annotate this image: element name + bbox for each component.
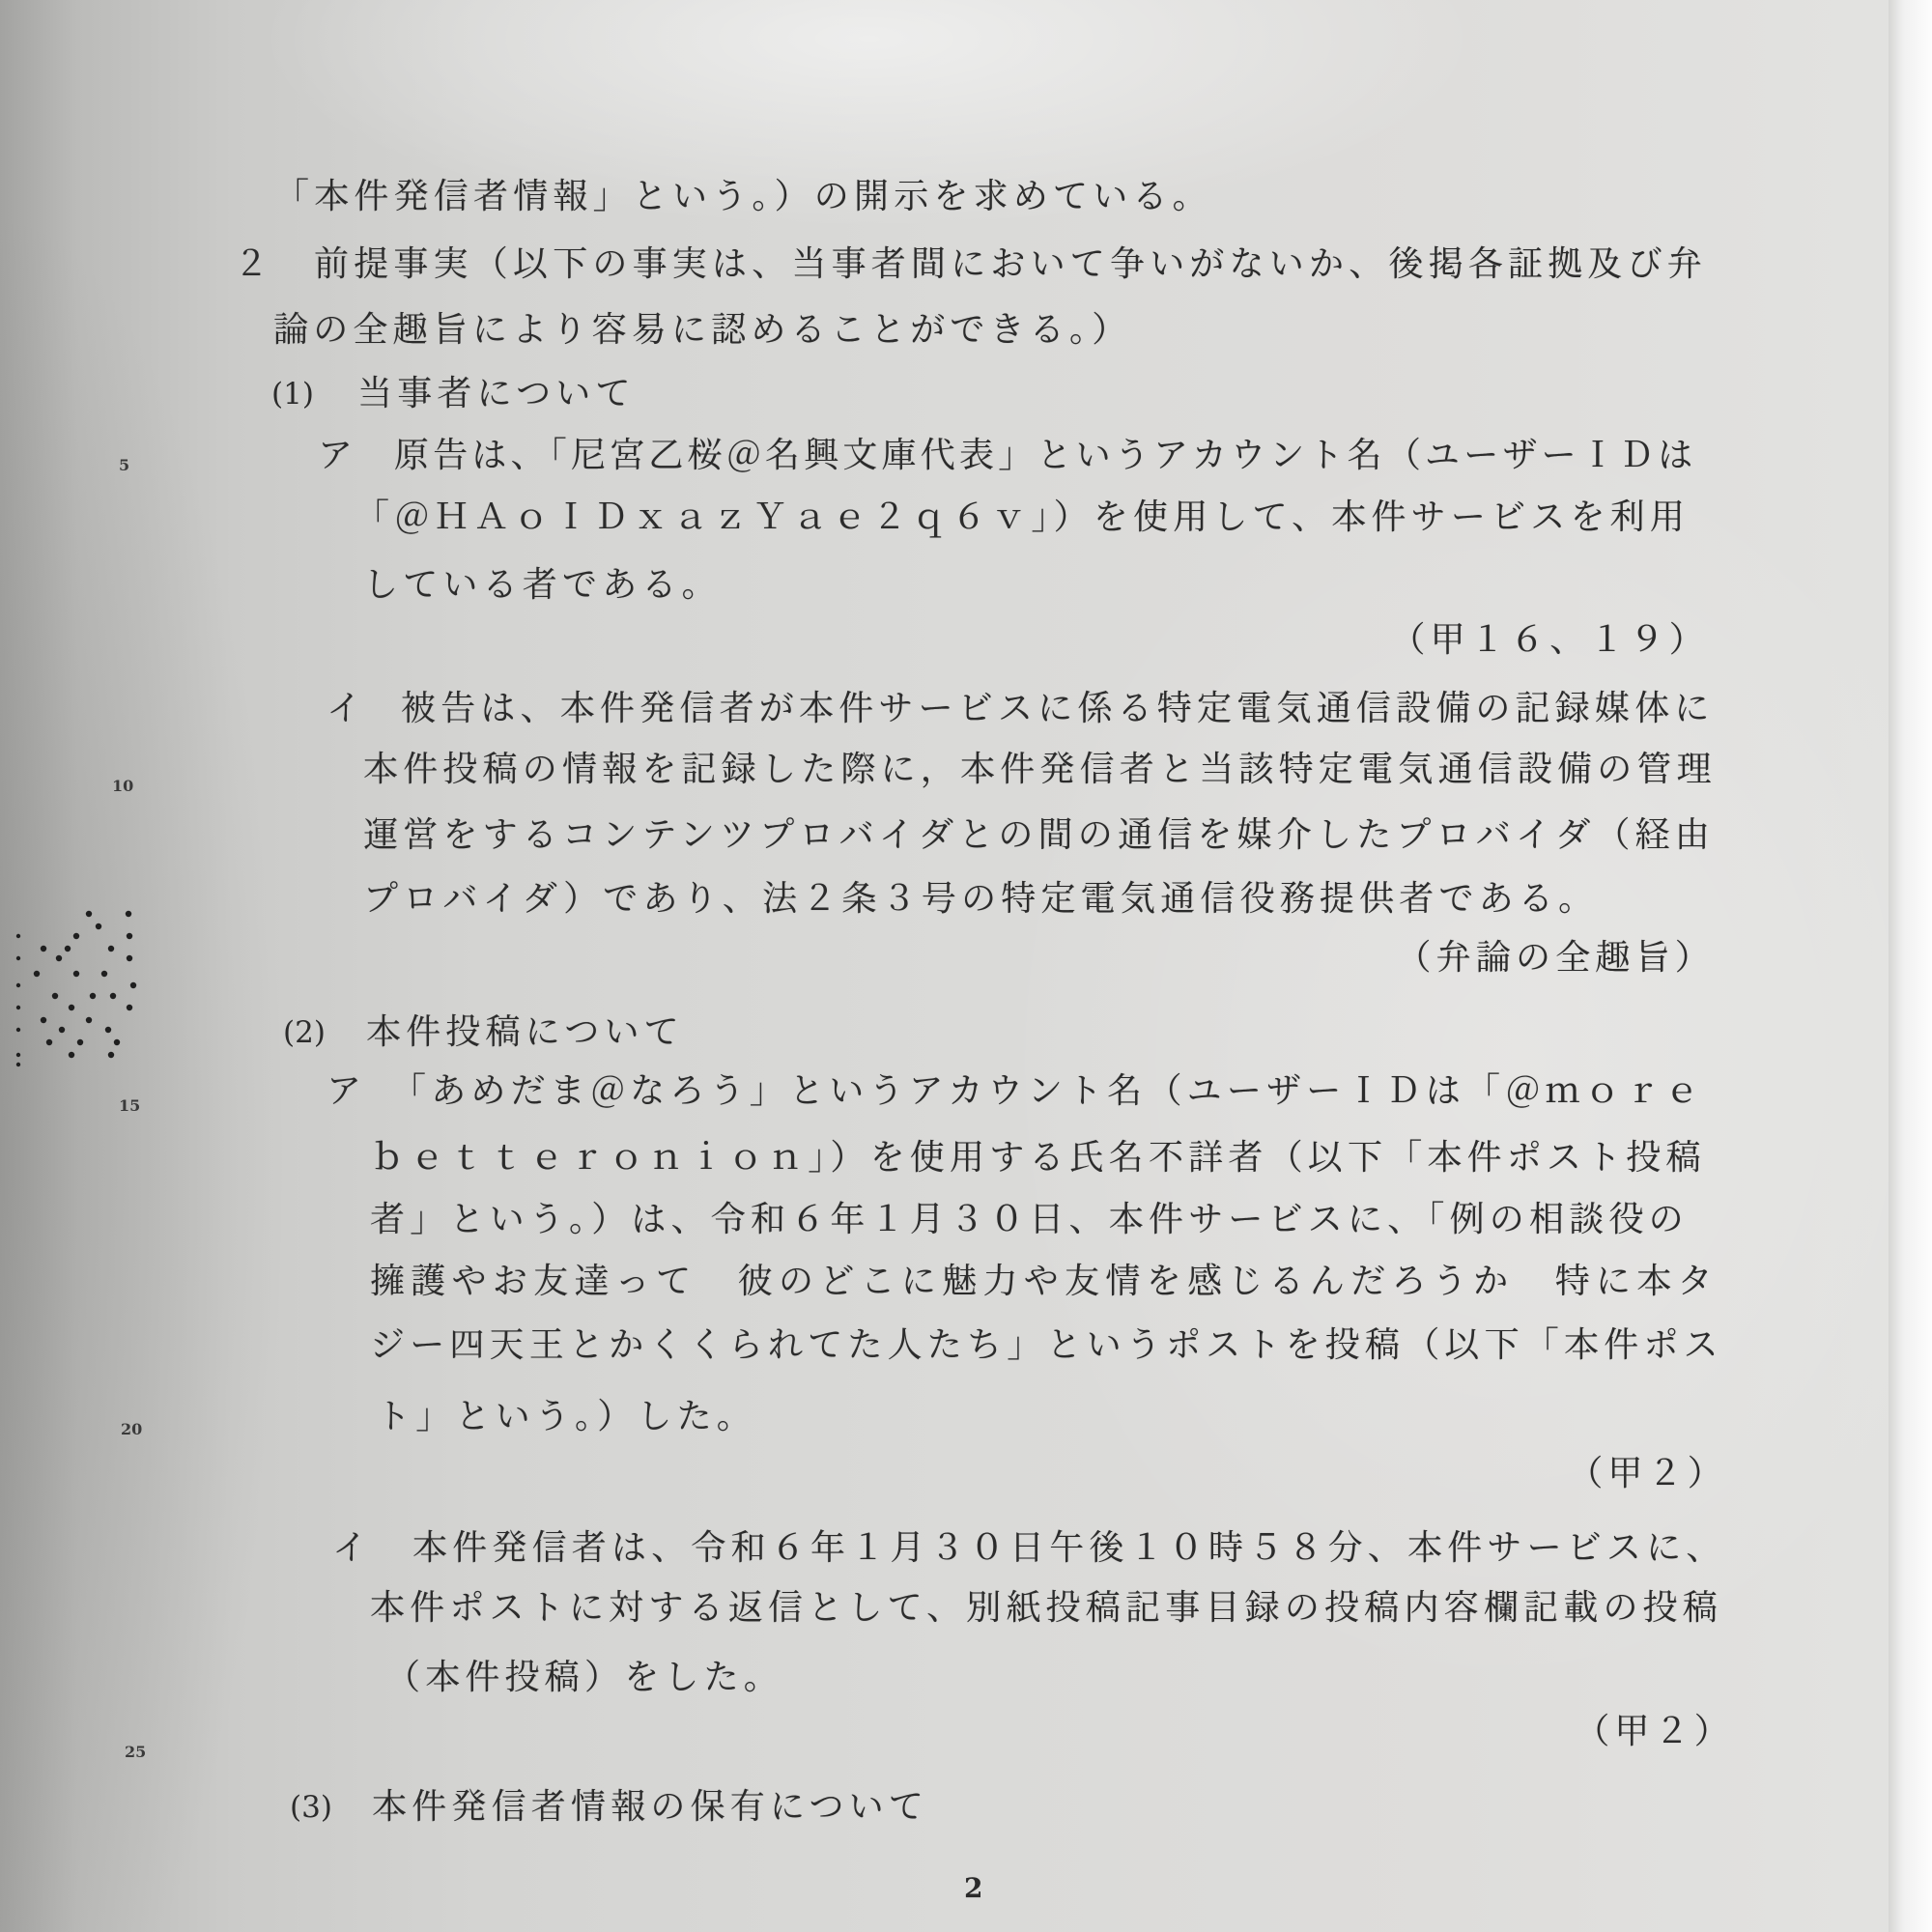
perforation-dot: [86, 911, 92, 917]
perforation-dot: [108, 946, 114, 952]
citation: （弁論の全趣旨）: [1396, 938, 1715, 978]
continuation-line: 「本件発信者情報」という。）の開示を求めている。: [274, 177, 1212, 216]
perforation-dot: [34, 971, 40, 977]
item-text-line: 原告は、「尼宮乙桜＠名興文庫代表」というアカウント名（ユーザーＩＤは: [394, 436, 1697, 475]
perforation-dot: [130, 982, 136, 988]
subsection-label: (3): [290, 1790, 332, 1825]
item-text-line: 「＠ＨＡｏＩＤｘａｚＹａｅ２ｑ６ｖ」）を使用して、本件サービスを利用: [355, 497, 1690, 537]
item-text-line: している者である。: [363, 565, 722, 605]
perforation-dot: [16, 956, 20, 960]
item-text-line: 本件投稿の情報を記録した際に，本件発信者と当該特定電気通信設備の管理: [363, 750, 1717, 789]
section-heading-line: 前提事実（以下の事実は、当事者間において争いがないか、後掲各証拠及び弁: [314, 244, 1708, 284]
item-marker: イ: [327, 689, 367, 728]
item-marker: イ: [332, 1528, 373, 1568]
perforation-dot: [56, 955, 62, 961]
citation: （甲１６、１９）: [1390, 620, 1709, 660]
perforation-dot: [16, 934, 20, 938]
perforation-dot: [127, 1005, 132, 1010]
subsection-title: 本件発信者情報の保有について: [372, 1787, 929, 1827]
perforation-dot: [73, 933, 79, 939]
item-text-line: ｂｅｔｔｅｒｏｎｉｏｎ」）を使用する氏名不詳者（以下「本件ポスト投稿: [370, 1138, 1706, 1178]
perforation-dot: [16, 1053, 20, 1057]
perforation-dot: [105, 1027, 111, 1033]
perforation-dot: [16, 983, 20, 987]
line-number: 5: [119, 456, 130, 474]
citation: （甲２）: [1568, 1454, 1727, 1493]
subsection-label: (1): [271, 377, 314, 412]
perforation-dot: [127, 933, 132, 939]
subsection-title: 本件投稿について: [366, 1012, 684, 1052]
perforation-dot: [101, 971, 107, 977]
perforation-dot: [16, 1006, 20, 1009]
item-text-line: 擁護やお友達って 彼のどこに魅力や友情を感じるんだろうか 特に本タ: [370, 1262, 1719, 1301]
perforation-dot: [65, 946, 71, 952]
perforation-dot: [41, 946, 46, 952]
perforation-dot: [127, 955, 132, 961]
subsection-title: 当事者について: [357, 374, 636, 413]
perforation-dot: [77, 1039, 83, 1045]
item-text-line: プロバイダ）であり、法２条３号の特定電気通信役務提供者である。: [363, 879, 1599, 919]
perforation-dot: [41, 1017, 46, 1023]
perforation-dot: [73, 971, 79, 977]
perforation-dot: [59, 1027, 65, 1033]
item-text-line: （本件投稿）をした。: [385, 1658, 784, 1697]
line-number: 15: [119, 1096, 141, 1115]
perforation-dot: [16, 1028, 20, 1032]
section-number: ２: [234, 244, 274, 284]
perforation-dot: [96, 923, 101, 929]
perforation-dots: [0, 0, 155, 1932]
perforation-dot: [16, 1063, 20, 1066]
line-number: 25: [125, 1743, 147, 1761]
item-text-line: 被告は、本件発信者が本件サービスに係る特定電気通信設備の記録媒体に: [401, 689, 1715, 728]
citation: （甲２）: [1575, 1712, 1734, 1751]
line-number: 20: [121, 1420, 143, 1438]
perforation-dot: [69, 1005, 74, 1010]
item-marker: ア: [318, 436, 358, 475]
item-text-line: 本件発信者は、令和６年１月３０日午後１０時５８分、本件サービスに、: [412, 1528, 1726, 1568]
perforation-dot: [90, 993, 96, 999]
perforation-dot: [46, 1039, 52, 1045]
perforation-dot: [108, 1052, 114, 1058]
item-text-line: 運営をするコンテンツプロバイダとの間の通信を媒介したプロバイダ（経由: [363, 815, 1716, 855]
section-heading-line: 論の全趣旨により容易に認めることができる。）: [273, 310, 1132, 350]
subsection-label: (2): [283, 1015, 326, 1050]
perforation-dot: [69, 1052, 74, 1058]
item-text-line: 「あめだま＠なろう」というアカウント名（ユーザーＩＤは「＠ｍｏｒｅ: [391, 1071, 1705, 1111]
item-text-line: 本件ポストに対する返信として、別紙投稿記事目録の投稿内容欄記載の投稿: [370, 1588, 1723, 1628]
perforation-dot: [114, 1039, 120, 1045]
page-edge-underlay: [1889, 0, 1932, 1932]
perforation-dot: [126, 911, 131, 917]
item-text-line: ト」という。）した。: [376, 1397, 757, 1436]
perforation-dot: [52, 993, 58, 999]
page-number: 2: [964, 1872, 983, 1904]
item-marker: ア: [327, 1071, 367, 1111]
line-number: 10: [112, 777, 134, 795]
item-text-line: ジー四天王とかくくられてた人たち」というポストを投稿（以下「本件ポス: [370, 1325, 1723, 1365]
perforation-dot: [86, 1017, 92, 1023]
perforation-dot: [110, 993, 116, 999]
item-text-line: 者」という。）は、令和６年１月３０日、本件サービスに、「例の相談役の: [370, 1200, 1689, 1239]
